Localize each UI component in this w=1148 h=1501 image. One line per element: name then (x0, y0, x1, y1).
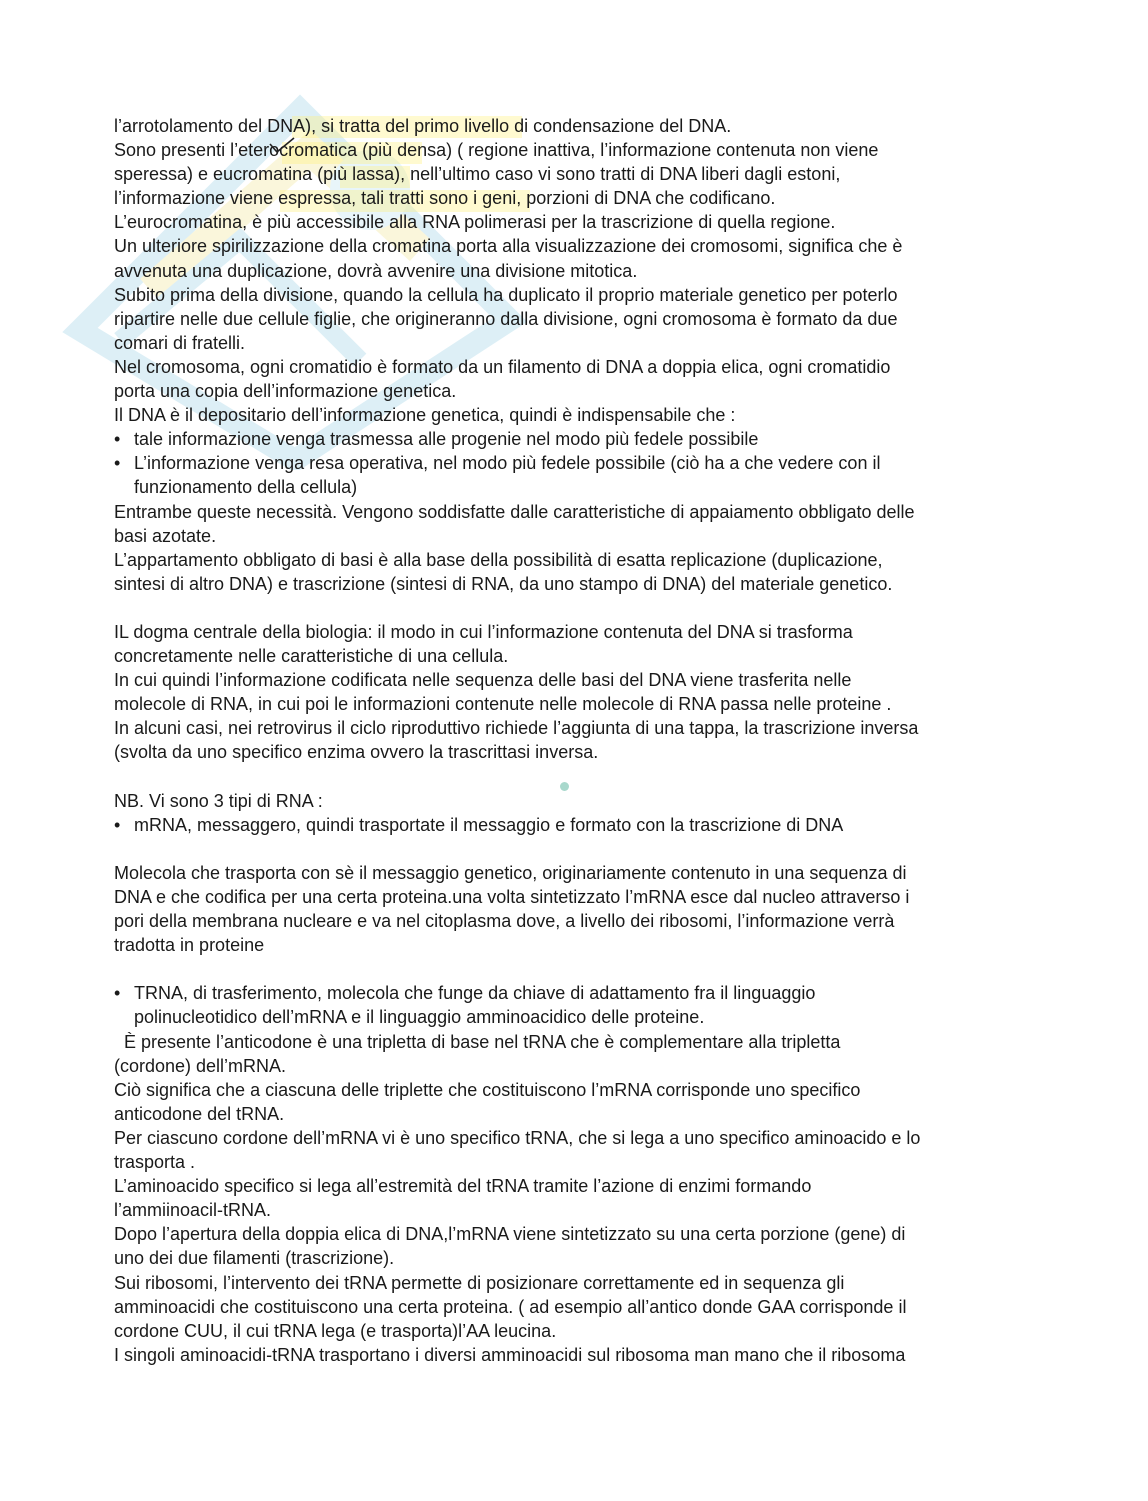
text-line: sintesi di altro DNA) e trascrizione (sintesi di RNA, da uno stampo di DNA) del materiale genetico. (114, 573, 893, 594)
text-line: Un ulteriore spirilizzazione della cromatina porta alla visualizzazione dei cromosomi, significa che è (114, 236, 903, 257)
text-line: Il DNA è il depositario dell’informazione genetica, quindi è indispensabile che : (114, 405, 736, 426)
text-line: L’eurocromatina, è più accessibile alla RNA polimerasi per la trascrizione di quella regione. (114, 212, 836, 233)
text-line: l’informazione viene espressa, tali tratti sono i geni, porzioni di DNA che codificano. (114, 188, 776, 209)
text-line: I singoli aminoacidi-tRNA trasportano i diversi amminoacidi sul ribosoma man mano che il ribosoma (114, 1344, 906, 1365)
text-line: porta una copia dell’informazione genetica. (114, 381, 457, 402)
list-item-continuation: funzionamento della cellula) (134, 477, 358, 498)
paragraph (114, 861, 1039, 957)
text-line: Molecola che trasporta con sè il messaggio genetico, originariamente contenuto in una sequenza di (114, 862, 907, 883)
paragraph (114, 1030, 1039, 1367)
text-line: speressa) e eucromatina (più lassa), nell’ultimo caso vi sono tratti di DNA liberi dagli estoni, (114, 164, 841, 185)
text-line: concretamente nelle caratteristiche di una cellula. (114, 646, 509, 667)
text-line: In cui quindi l’informazione codificata nelle sequenza delle basi del DNA viene trasferita nelle (114, 670, 852, 691)
text-line: L’aminoacido specifico si lega all’estremità del tRNA tramite l’azione di enzimi formando (114, 1176, 812, 1197)
text-line: l’arrotolamento del DNA), si tratta del primo livello di condensazione del DNA. (114, 116, 732, 136)
bullet-list (114, 981, 1039, 1029)
text-line: NB. Vi sono 3 tipi di RNA : (114, 790, 323, 811)
text-line: cordone CUU, il cui tRNA lega (e trasporta)l’AA leucina. (114, 1320, 557, 1341)
paragraph-gap (114, 957, 1039, 981)
paragraph-gap (114, 765, 1039, 789)
document-page (114, 114, 1039, 1367)
paragraph (114, 114, 1039, 427)
margin-dot (560, 782, 569, 791)
text-line: Per ciascuno cordone dell’mRNA vi è uno specifico tRNA, che si lega a uno specifico aminoacido e lo (114, 1127, 921, 1148)
text-line: IL dogma centrale della biologia: il modo in cui l’informazione contenuta del DNA si trasforma (114, 621, 853, 642)
text-line: Sono presenti l’eterocromatica (più densa) ( regione inattiva, l’informazione contenuta non viene (114, 140, 879, 161)
text-line: tradotta in proteine (114, 935, 265, 956)
text-line: trasporta . (114, 1152, 196, 1173)
list-item: • mRNA, messaggero, quindi trasportate il messaggio e formato con la trascrizione di DNA (114, 813, 1039, 837)
text-line: ripartire nelle due cellule figlie, che origineranno dalla divisione, ogni cromosoma è formato da due (114, 308, 898, 329)
text-line: L’appartamento obbligato di basi è alla base della possibilità di esatta replicazione (duplicazione, (114, 549, 883, 570)
text-line: Dopo l’apertura della doppia elica di DNA,l’mRNA viene sintetizzato su una certa porzione (gene) di (114, 1224, 906, 1245)
bullet-list (114, 427, 1039, 499)
text-line: avvenuta una duplicazione, dovrà avvenire una divisione mitotica. (114, 260, 638, 281)
text-line: basi azotate. (114, 525, 217, 546)
text-line: Sui ribosomi, l’intervento dei tRNA permette di posizionare correttamente ed in sequenza gli (114, 1272, 845, 1293)
list-item: • tale informazione venga trasmessa alle progenie nel modo più fedele possibile (114, 427, 1039, 451)
text-line: anticodone del tRNA. (114, 1103, 285, 1124)
text-line: In alcuni casi, nei retrovirus il ciclo riproduttivo richiede l’aggiunta di una tappa, la trascrizione inversa (114, 718, 919, 739)
text-line: DNA e che codifica per una certa proteina.una volta sintetizzato l’mRNA esce dal nucleo attraverso i (114, 887, 910, 907)
list-item-continuation: polinucleotidico dell’mRNA e il linguaggio amminoacidico delle proteine. (134, 1007, 705, 1028)
text-line: Ciò significa che a ciascuna delle triplette che costituiscono l’mRNA corrisponde uno specifico (114, 1079, 861, 1100)
text-line: uno dei due filamenti (trascrizione). (114, 1248, 395, 1269)
text-line: comari di fratelli. (114, 332, 246, 353)
text-line: Entrambe queste necessità. Vengono soddisfatte dalle caratteristiche di appaiamento obbligato delle (114, 501, 915, 522)
text-line: Subito prima della divisione, quando la cellula ha duplicato il proprio materiale genetico per poterlo (114, 284, 898, 305)
paragraph (114, 789, 1039, 837)
text-line: (cordone) dell’mRNA. (114, 1055, 287, 1076)
text-line: Nel cromosoma, ogni cromatidio è formato da un filamento di DNA a doppia elica, ogni cromatidio (114, 356, 891, 377)
text-line: (svolta da uno specifico enzima ovvero la trascrittasi inversa. (114, 742, 599, 763)
text-line: molecole di RNA, in cui poi le informazioni contenute nelle molecole di RNA passa nelle proteine . (114, 694, 892, 715)
text-line: l’ammiinoacil-tRNA. (114, 1200, 272, 1221)
paragraph-gap (114, 596, 1039, 620)
list-item: • TRNA, di trasferimento, molecola che funge da chiave di adattamento fra il linguaggio (114, 981, 1039, 1005)
paragraph (114, 620, 1039, 765)
text-line: È presente l’anticodone è una tripletta di base nel tRNA che è complementare alla tripletta (114, 1031, 841, 1052)
list-item: • L’informazione venga resa operativa, nel modo più fedele possibile (ciò ha a che vedere con il (114, 451, 1039, 475)
paragraph (114, 500, 1039, 596)
text-line: amminoacidi che costituiscono una certa proteina. ( ad esempio all’antico donde GAA corrisponde il (114, 1296, 907, 1317)
paragraph-gap (114, 837, 1039, 861)
text-line: pori della membrana nucleare e va nel citoplasma dove, a livello dei ribosomi, l’informazione verrà (114, 911, 895, 932)
